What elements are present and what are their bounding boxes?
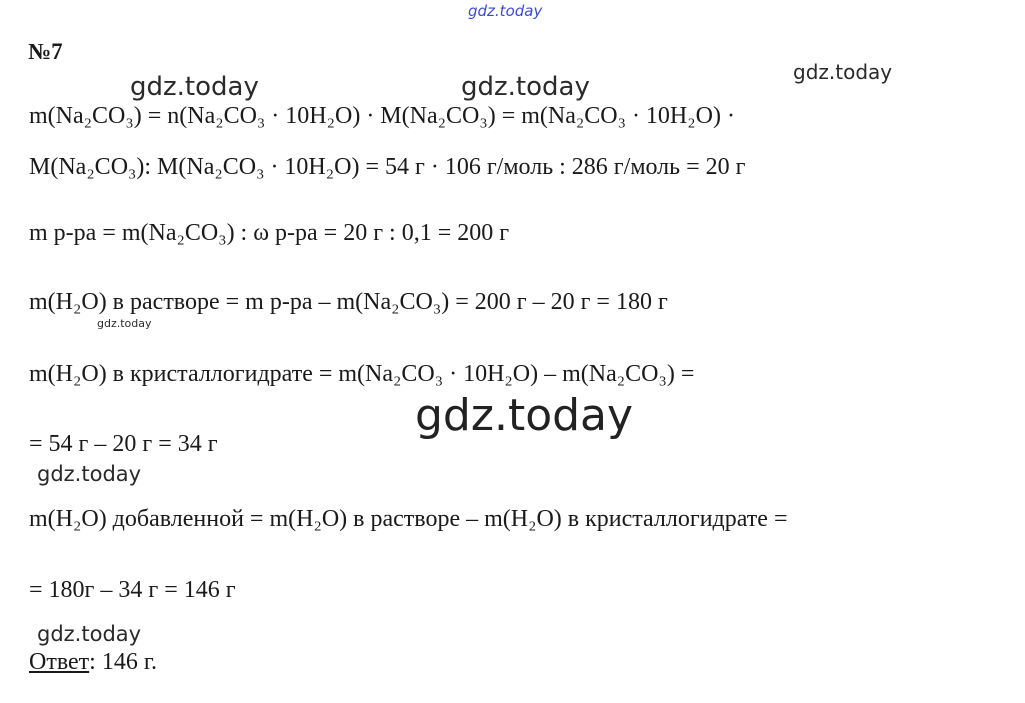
solution-line: m(H₂O) добавленной = m(H₂O) в растворе – m(H₂O) в кристаллогидрате = <box>29 506 788 532</box>
watermark: gdz.today <box>37 622 142 646</box>
watermark: gdz.today <box>130 72 259 102</box>
problem-number: №7 <box>28 39 63 64</box>
solution-line: m(H₂O) в кристаллогидрате = m(Na₂CO₃ · 10H₂O) – m(Na₂CO₃) = <box>29 361 695 387</box>
solution-line: M(Na₂CO₃): M(Na₂CO₃ · 10H₂O) = 54 г · 106 г/моль : 286 г/моль = 20 г <box>29 154 746 180</box>
solution-line: = 54 г – 20 г = 34 г <box>29 431 218 457</box>
solution-line: = 180г – 34 г = 146 г <box>29 577 236 603</box>
solution-line: m(H₂O) в растворе = m р-ра – m(Na₂CO₃) = 200 г – 20 г = 180 г <box>29 289 668 315</box>
watermark-large: gdz.today <box>415 390 634 441</box>
watermark-top: gdz.today <box>468 2 543 20</box>
answer-value: : 146 г. <box>89 649 157 675</box>
watermark-small: gdz.today <box>97 317 152 330</box>
answer-label: Ответ <box>29 649 90 675</box>
watermark: gdz.today <box>461 72 590 102</box>
watermark: gdz.today <box>37 462 142 486</box>
answer <box>29 650 157 674</box>
solution-line: m р-ра = m(Na₂CO₃) : ω р-ра = 20 г : 0,1 = 200 г <box>29 220 510 246</box>
watermark: gdz.today <box>793 60 893 84</box>
solution-line: m(Na₂CO₃) = n(Na₂CO₃ · 10H₂O) · M(Na₂CO₃) = m(Na₂CO₃ · 10H₂O) · <box>29 103 735 129</box>
